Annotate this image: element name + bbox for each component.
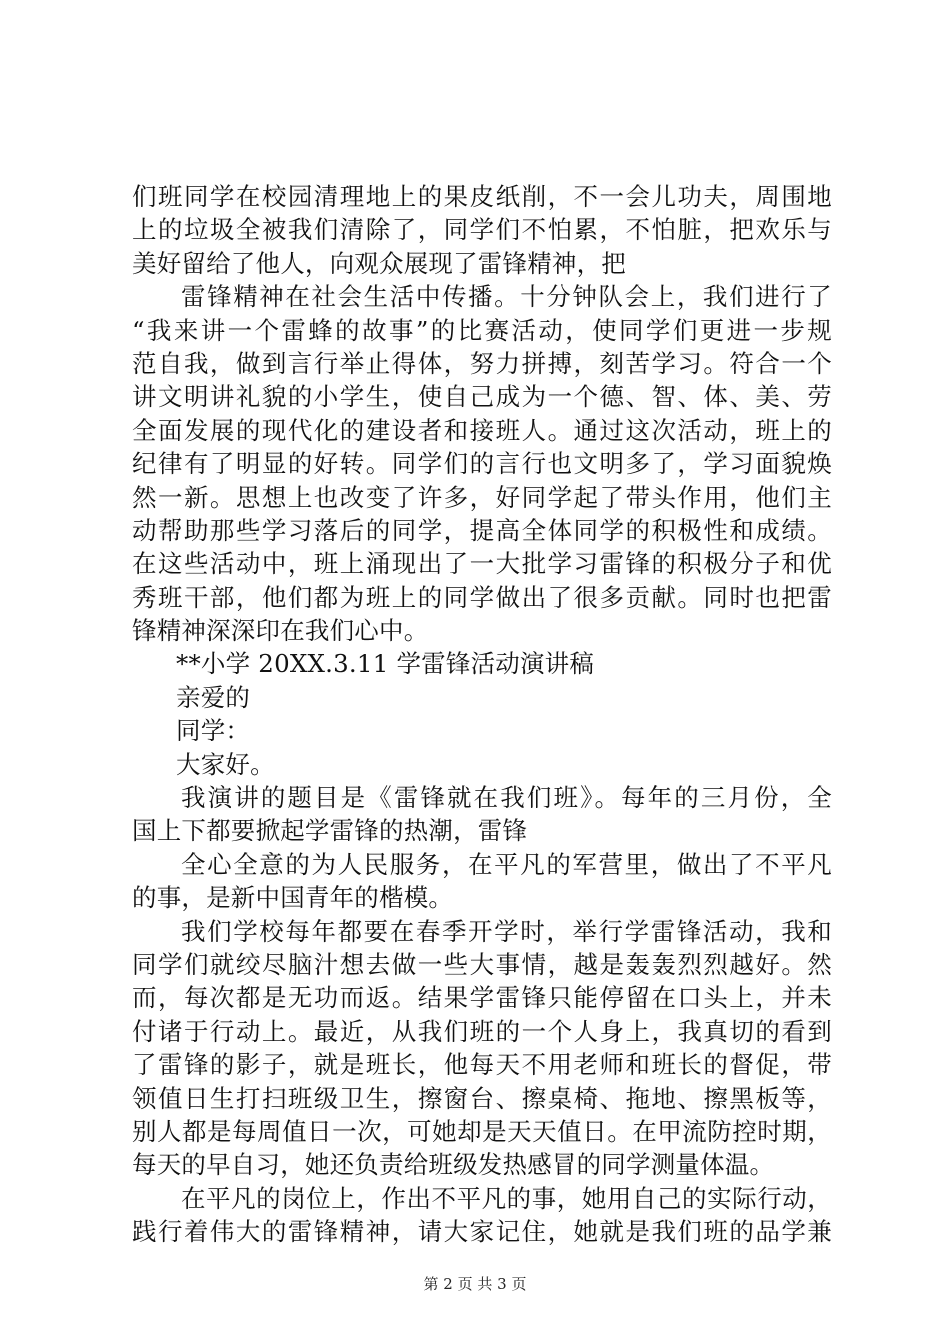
text-line: 雷锋精神在社会生活中传播。十分钟队会上，我们进行了 (181, 282, 832, 312)
text-line: 了雷锋的影子，就是班长，他每天不用老师和班长的督促，带 (132, 1050, 832, 1080)
text-line: 国上下都要掀起学雷锋的热潮，雷锋 (132, 816, 528, 846)
text-line: 的事，是新中国青年的楷模。 (132, 883, 454, 913)
text-line: 我演讲的题目是《雷锋就在我们班》。每年的三月份，全 (181, 783, 832, 813)
text-line: 每天的早自习，她还负责给班级发热感冒的同学测量体温。 (132, 1150, 775, 1180)
text-line: 纪律有了明显的好转。同学们的言行也文明多了，学习面貌焕 (132, 449, 832, 479)
text-line: 在平凡的岗位上，作出不平凡的事，她用自己的实际行动， (181, 1183, 832, 1213)
text-line: 全面发展的现代化的建设者和接班人。通过这次活动，班上的 (132, 415, 832, 445)
text-line: 别人都是每周值日一次，可她却是天天值日。在甲流防控时期， (132, 1116, 832, 1146)
text-line: 践行着伟大的雷锋精神，请大家记住，她就是我们班的品学兼 (132, 1217, 832, 1247)
text-line: 锋精神深深印在我们心中。 (132, 616, 429, 646)
text-line: 美好留给了他人，向观众展现了雷锋精神，把 (132, 248, 626, 278)
text-line: 秀班干部，他们都为班上的同学做出了很多贡献。同时也把雷 (132, 582, 832, 612)
text-line: 范自我，做到言行举止得体，努力拼搏，刻苦学习。符合一个 (132, 348, 832, 378)
text-line: 全心全意的为人民服务，在平凡的军营里，做出了不平凡 (181, 849, 832, 879)
text-line: 上的垃圾全被我们清除了，同学们不怕累，不怕脏，把欢乐与 (132, 215, 832, 245)
page-number-footer: 第 2 页 共 3 页 (423, 1275, 527, 1293)
text-line: 领值日生打扫班级卫生，擦窗台、擦桌椅、拖地、擦黑板等， (132, 1083, 832, 1113)
text-line: 然一新。思想上也改变了许多，好同学起了带头作用，他们主 (132, 482, 832, 512)
section-title: **小学 20XX.3.11 学雷锋活动演讲稿 (176, 649, 595, 679)
text-line: 付诸于行动上。最近，从我们班的一个人身上，我真切的看到 (132, 1016, 832, 1046)
greeting: 大家好。 (176, 749, 275, 779)
text-line: 同学们就绞尽脑汁想去做一些大事情，越是轰轰烈烈越好。然 (132, 949, 832, 979)
text-line: 们班同学在校园清理地上的果皮纸削，不一会儿功夫，周围地 (132, 182, 832, 211)
text-line: 讲文明讲礼貌的小学生，使自己成为一个德、智、体、美、劳 (132, 382, 832, 412)
text-line: 我们学校每年都要在春季开学时，举行学雷锋活动，我和 (181, 916, 832, 946)
document-body (132, 180, 832, 1249)
text-line: 动帮助那些学习落后的同学，提高全体同学的积极性和成绩。 (132, 515, 832, 545)
text-line: “我来讲一个雷蜂的故事”的比赛活动，使同学们更进一步规 (132, 315, 832, 345)
salutation: 同学： (176, 716, 251, 746)
text-line: 在这些活动中，班上涌现出了一大批学习雷锋的积极分子和优 (132, 549, 832, 579)
salutation: 亲爱的 (176, 682, 251, 712)
text-line: 而，每次都是无功而返。结果学雷锋只能停留在口头上，并未 (132, 983, 832, 1013)
